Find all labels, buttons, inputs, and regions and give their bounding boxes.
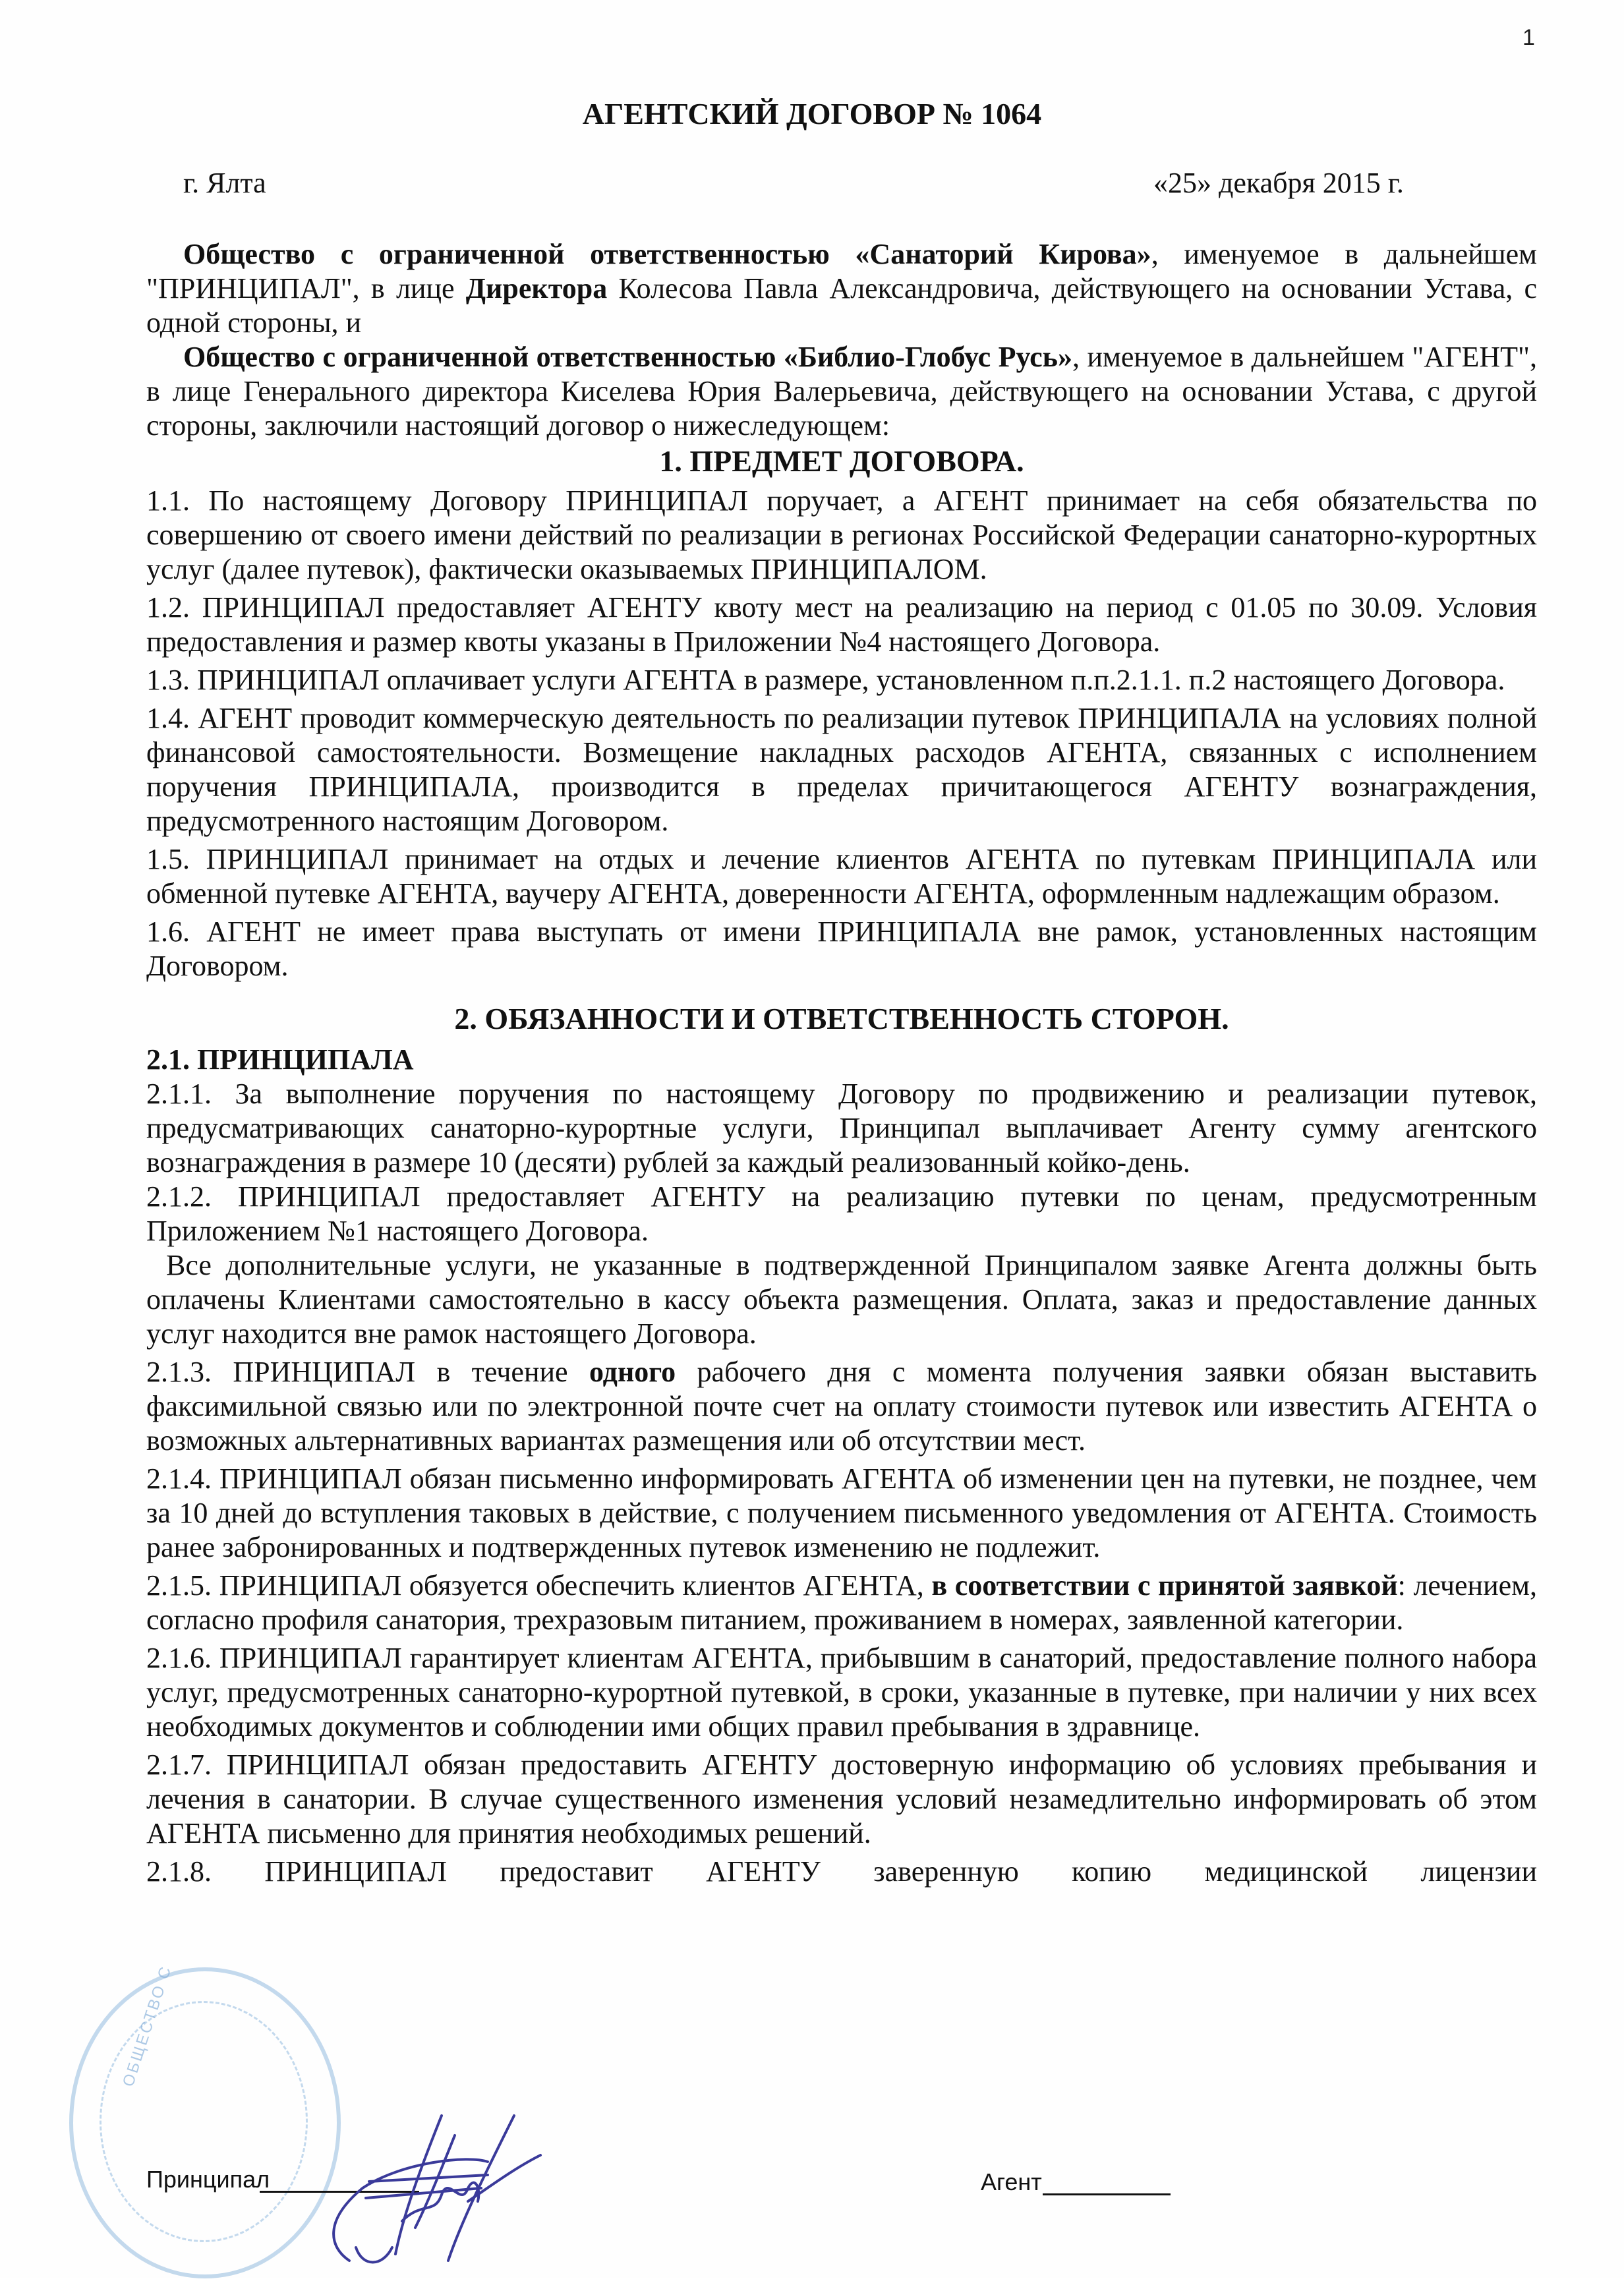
preamble-principal [146,237,1537,340]
clause-2-1-2: 2.1.2. ПРИНЦИПАЛ предоставляет АГЕНТУ на реализацию путевки по ценам, предусмотренным Приложением №1 настоящего Договора. [146,1180,1537,1247]
agent-signature-line [1043,2193,1171,2195]
clause-2-1-7: 2.1.7. ПРИНЦИПАЛ обязан предоставить АГЕНТУ достоверную информацию об условиях пребывания и лечения в санатории. В случае существенного изменения условий незамедлительно информировать об этом АГЕНТА письменно для принятия необходимых решений. [146,1749,1537,1849]
clause-2-1-4: 2.1.4. ПРИНЦИПАЛ обязан письменно информировать АГЕНТА об изменении цен на путевки, не позднее, чем за 10 дней до вступления таковых в действие, с получением письменного уведомления от АГЕНТА. Стоимость ранее забронированных и подтвержденных путевок изменению не подлежит. [146,1462,1537,1563]
clause-2-1-3 [146,1355,1537,1458]
preamble-text: , именуемое в дальнейшем "АГЕНТ", в лице Генерального директора Киселева Юрия Валерьевича, действующего на основании Устава, с другой стороны, заключили настоящий договор о нижеследующем: [146,341,1538,442]
page-number: 1 [1522,25,1535,50]
preamble-agent [146,340,1537,443]
section-2-1-heading: 2.1. ПРИНЦИПАЛА [146,1043,414,1076]
principal-signature-label: Принципал [146,2166,270,2193]
agent-company-name: Общество с ограниченной ответственностью «Библио-Глобус Русь» [183,341,1072,373]
clause-text: 2.1.5. ПРИНЦИПАЛ обязуется обеспечить клиентов АГЕНТА, [146,1569,932,1602]
clause-emphasis: в соответствии с принятой заявкой [931,1569,1398,1602]
spacer [146,1037,1537,1043]
clause-1-6: 1.6. АГЕНТ не имеет права выступать от имени ПРИНЦИПАЛА вне рамок, установленных настоящим Договором. [146,915,1537,982]
clause-2-1-6: 2.1.6. ПРИНЦИПАЛ гарантирует клиентам АГЕНТА, прибывшим в санаторий, предоставление полного набора услуг, предусмотренных санаторно-курортной путевкой, в сроки, указанные в путевке, при наличии у них всех необходимых документов и соблюдении ими общих правил пребывания в здравнице. [146,1642,1537,1743]
clause-text: 2.1.3. ПРИНЦИПАЛ в течение [146,1356,589,1388]
contract-date: «25» декабря 2015 г. [1153,167,1404,199]
preamble-text: Колесова Павла Александровича, действующего на основании Устава, с одной стороны, и [146,272,1537,339]
clause-1-1: 1.1. По настоящему Договору ПРИНЦИПАЛ поручает, а АГЕНТ принимает на себя обязательства по совершению от своего имени действий по реализации в регионах Российской Федерации санаторно-курортных услуг (далее путевок), фактически оказываемых ПРИНЦИПАЛОМ. [146,484,1537,585]
clause-1-2: 1.2. ПРИНЦИПАЛ предоставляет АГЕНТУ квоту мест на реализацию на период с 01.05 по 30.09. Условия предоставления и размер квоты указаны в Приложении №4 настоящего Договора. [146,591,1537,658]
clause-text: рабочего дня с момента получения заявки обязан выставить факсимильной связью или по электронной почте счет на оплату стоимости путевок или известить АГЕНТА о возможных альтернативных вариантах размещения или об отсутствии мест. [146,1356,1537,1457]
principal-company-name: Общество с ограниченной ответственностью «Санаторий Кирова» [183,238,1151,270]
document-title: АГЕНТСКИЙ ДОГОВОР № 1064 [582,97,1042,130]
clause-2-1-1: 2.1.1. За выполнение поручения по настоящему Договору по продвижению и реализации путевок, предусматривающих санаторно-курортные услуги, Принципал выплачивает Агенту сумму агентского вознаграждения в размере 10 (десяти) рублей за каждый реализованный койко-день. [146,1078,1537,1178]
clause-text: : лечением, согласно профиля санатория, трехразовым питанием, проживанием в номерах, заявленной категории. [146,1569,1537,1636]
clause-emphasis: одного [589,1356,676,1388]
clause-1-4: 1.4. АГЕНТ проводит коммерческую деятельность по реализации путевок ПРИНЦИПАЛА на условиях полной финансовой самостоятельности. Возмещение накладных расходов АГЕНТА, связанных с исполнением поручения ПРИНЦИПАЛА, производится в пределах причитающегося АГЕНТУ вознаграждения, предусмотренного настоящим Договором. [146,702,1537,837]
clause-1-5: 1.5. ПРИНЦИПАЛ принимает на отдых и лечение клиентов АГЕНТА по путевкам ПРИНЦИПАЛА или обменной путевке АГЕНТА, ваучеру АГЕНТА, доверенности АГЕНТА, оформленным надлежащим образом. [146,843,1537,910]
section-2-heading: 2. ОБЯЗАННОСТИ И ОТВЕТСТВЕННОСТЬ СТОРОН. [454,1002,1229,1035]
spacer [146,983,1537,1000]
principal-signature [250,2089,554,2287]
clause-2-1-5 [146,1569,1537,1637]
clause-2-1-8: 2.1.8. ПРИНЦИПАЛ предоставит АГЕНТУ заверенную копию медицинской лицензии [146,1855,1537,1888]
preamble-text: , именуемое в дальнейшем "ПРИНЦИПАЛ", в лице [146,238,1537,304]
clause-1-3: 1.3. ПРИНЦИПАЛ оплачивает услуги АГЕНТА в размере, установленном п.п.2.1.1. п.2 настоящего Договора. [146,664,1505,696]
clause-2-1-2-extra: Все дополнительные услуги, не указанные в подтвержденной Принципалом заявке Агента должны быть оплачены Клиентами самостоятельно в кассу объекта размещения. Оплата, заказ и предоставление данных услуг находится вне рамок настоящего Договора. [146,1249,1537,1350]
agent-signature-label: Агент [981,2168,1042,2195]
city: г. Ялта [183,167,266,199]
stamp-text: ОБЩЕСТВО С [119,1963,176,2089]
document-body [146,237,1537,1889]
principal-role: Директора [465,272,608,304]
section-1-heading: 1. ПРЕДМЕТ ДОГОВОРА. [659,444,1024,478]
